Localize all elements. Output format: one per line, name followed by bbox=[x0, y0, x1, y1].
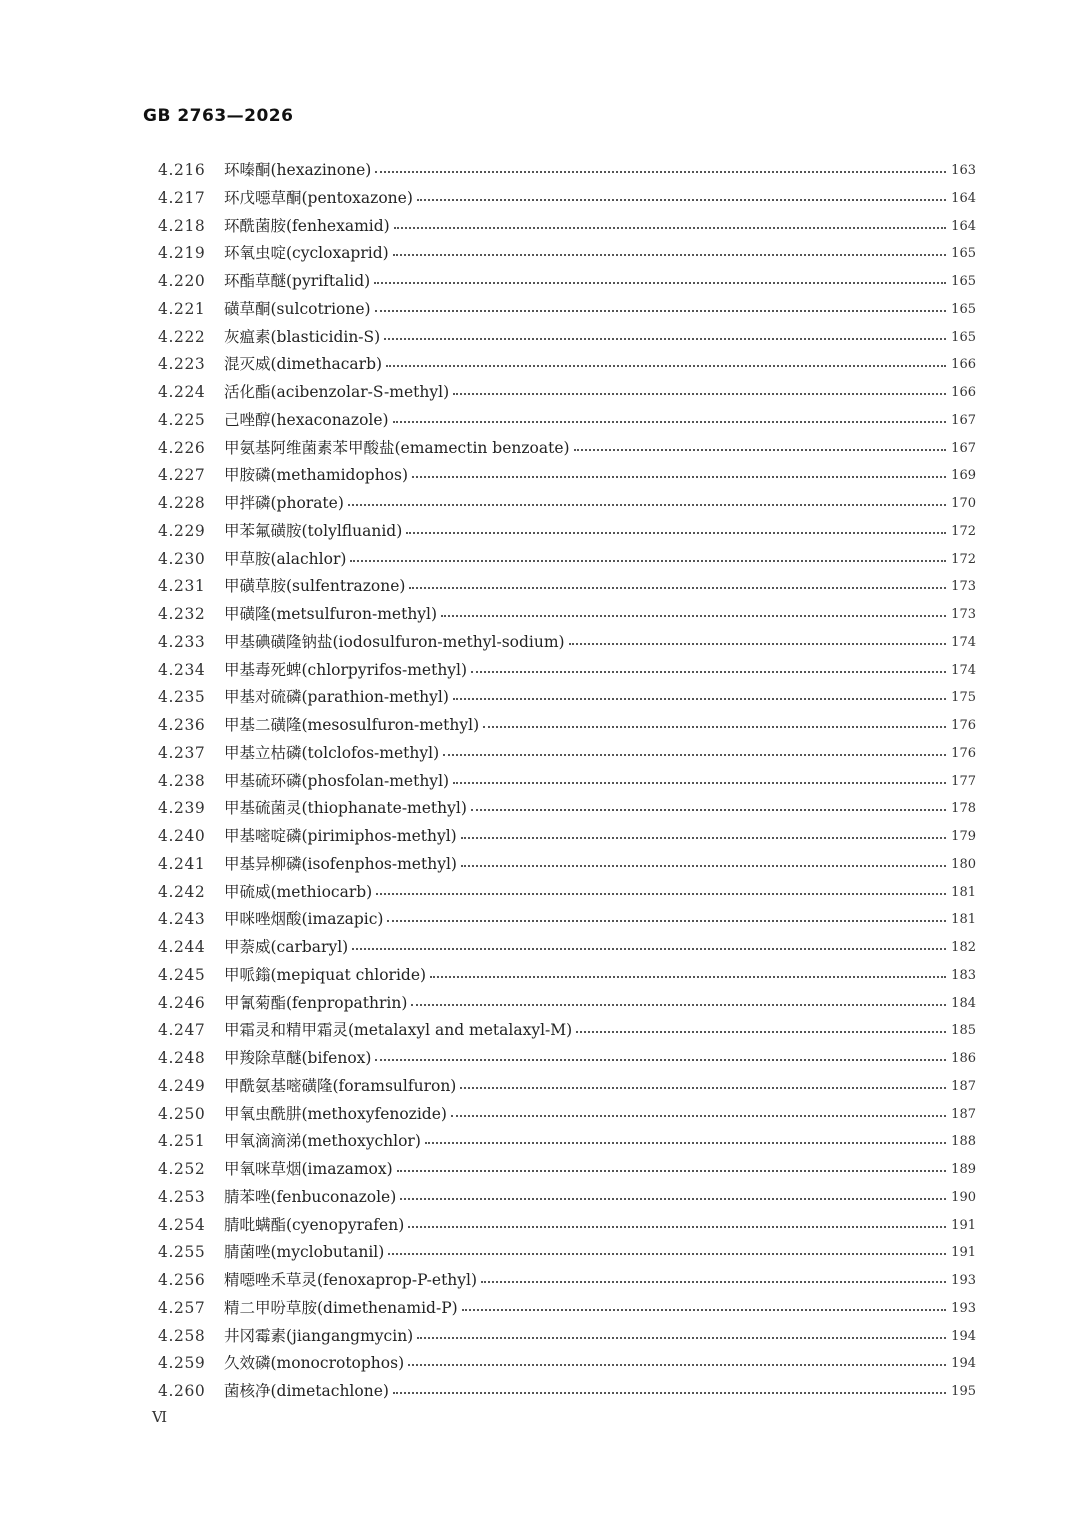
toc-entry[interactable] bbox=[0, 573, 1080, 601]
toc-entry[interactable] bbox=[0, 906, 1080, 934]
section-number: 4.234 bbox=[158, 660, 206, 679]
section-number: 4.243 bbox=[158, 910, 206, 929]
page-number: 194 bbox=[951, 1356, 976, 1372]
page-number: 164 bbox=[951, 218, 976, 234]
toc-entry[interactable] bbox=[0, 407, 1080, 435]
section-number: 4.244 bbox=[158, 938, 206, 956]
section-title: 甲基对硫磷(parathion-methyl) bbox=[224, 688, 449, 707]
page-number: 176 bbox=[951, 718, 976, 733]
toc-entry[interactable] bbox=[0, 1295, 1080, 1323]
entry-title-with-leader bbox=[224, 185, 946, 213]
toc-entry[interactable] bbox=[0, 1267, 1080, 1295]
page-number: 166 bbox=[951, 385, 976, 400]
dot-leader bbox=[443, 754, 946, 756]
section-number: 4.229 bbox=[158, 521, 206, 540]
section-number: 4.241 bbox=[158, 854, 206, 873]
section-title: 甲基异柳磷(isofenphos-methyl) bbox=[224, 854, 457, 873]
section-number: 4.227 bbox=[158, 466, 206, 485]
section-title: 甲基硫菌灵(thiophanate-methyl) bbox=[224, 799, 467, 818]
page-number: 172 bbox=[951, 551, 976, 567]
section-number: 4.220 bbox=[158, 272, 206, 290]
dot-leader bbox=[406, 532, 946, 534]
entry-title-with-leader bbox=[224, 1295, 946, 1323]
section-title: 甲拌磷(phorate) bbox=[224, 494, 344, 512]
dot-leader bbox=[408, 1226, 946, 1228]
entry-title-with-leader bbox=[224, 546, 946, 574]
dot-leader bbox=[408, 1364, 946, 1366]
entry-title-with-leader bbox=[224, 768, 946, 796]
section-number: 4.240 bbox=[158, 827, 206, 845]
section-title: 甲磺草胺(sulfentrazone) bbox=[224, 577, 406, 596]
section-title: 甲胺磷(methamidophos) bbox=[224, 466, 409, 485]
section-number: 4.242 bbox=[158, 882, 206, 901]
section-number: 4.252 bbox=[158, 1160, 206, 1178]
entry-title-with-leader bbox=[224, 684, 946, 712]
entry-title-with-leader bbox=[224, 1045, 946, 1073]
section-title: 甲苯氟磺胺(tolylfluanid) bbox=[224, 521, 403, 540]
dot-leader bbox=[374, 282, 946, 284]
page-number: 193 bbox=[951, 1273, 976, 1288]
dot-leader bbox=[393, 254, 946, 256]
toc-entry[interactable] bbox=[0, 268, 1080, 296]
section-number: 4.217 bbox=[158, 188, 206, 207]
entry-title-with-leader bbox=[224, 990, 946, 1018]
section-title: 甲氧滴滴涕(methoxychlor) bbox=[224, 1132, 421, 1151]
section-title: 甲基硫环磷(phosfolan-methyl) bbox=[224, 771, 450, 790]
dot-leader bbox=[574, 449, 946, 451]
page-number: 188 bbox=[951, 1134, 976, 1150]
page-number: 187 bbox=[951, 1106, 976, 1122]
section-title: 环氧虫啶(cycloxaprid) bbox=[224, 244, 389, 263]
section-number: 4.259 bbox=[158, 1354, 206, 1373]
entry-title-with-leader bbox=[224, 879, 946, 907]
section-number: 4.223 bbox=[158, 355, 206, 374]
dot-leader bbox=[569, 643, 946, 645]
section-number: 4.218 bbox=[158, 216, 206, 235]
section-number: 4.247 bbox=[158, 1021, 206, 1040]
section-number: 4.221 bbox=[158, 299, 206, 318]
section-number: 4.245 bbox=[158, 965, 206, 984]
toc-entry[interactable] bbox=[0, 240, 1080, 268]
section-title: 己唑醇(hexaconazole) bbox=[224, 410, 389, 429]
toc-entry[interactable] bbox=[0, 712, 1080, 740]
toc-entry[interactable] bbox=[0, 490, 1080, 518]
entry-title-with-leader bbox=[224, 1239, 946, 1267]
dot-leader bbox=[376, 893, 946, 895]
entry-title-with-leader bbox=[224, 851, 946, 879]
entry-title-with-leader bbox=[224, 906, 946, 934]
dot-leader bbox=[393, 421, 946, 423]
dot-leader bbox=[412, 476, 946, 478]
section-title: 甲硫威(methiocarb) bbox=[224, 882, 373, 901]
dot-leader bbox=[409, 587, 946, 589]
page-number: 169 bbox=[951, 468, 976, 484]
dot-leader bbox=[460, 1087, 946, 1089]
entry-title-with-leader bbox=[224, 407, 946, 435]
dot-leader bbox=[471, 671, 946, 673]
section-number: 4.222 bbox=[158, 327, 206, 346]
toc-entry[interactable] bbox=[0, 1378, 1080, 1406]
section-number: 4.237 bbox=[158, 743, 206, 762]
page-number: 167 bbox=[951, 440, 976, 456]
toc-entry[interactable] bbox=[0, 296, 1080, 324]
toc-entry[interactable] bbox=[0, 1101, 1080, 1129]
page-number: 176 bbox=[951, 745, 976, 761]
section-number: 4.230 bbox=[158, 549, 206, 568]
toc-entry[interactable] bbox=[0, 768, 1080, 796]
page-number: 184 bbox=[951, 995, 976, 1011]
section-title: 甲草胺(alachlor) bbox=[224, 549, 347, 568]
dot-leader bbox=[411, 1004, 946, 1006]
dot-leader bbox=[441, 615, 946, 617]
entry-title-with-leader bbox=[224, 351, 946, 379]
page-number: 186 bbox=[951, 1051, 976, 1066]
toc-entry[interactable] bbox=[0, 823, 1080, 851]
page-number: 174 bbox=[951, 662, 976, 678]
section-number: 4.255 bbox=[158, 1243, 206, 1262]
dot-leader bbox=[393, 1392, 946, 1394]
toc-entry[interactable] bbox=[0, 629, 1080, 657]
dot-leader bbox=[417, 1337, 946, 1339]
page-number: 185 bbox=[951, 1023, 976, 1039]
entry-title-with-leader bbox=[224, 795, 946, 823]
toc-entry[interactable] bbox=[0, 1184, 1080, 1212]
section-title: 腈吡螨酯(cyenopyrafen) bbox=[224, 1215, 405, 1234]
section-number: 4.225 bbox=[158, 410, 206, 429]
dot-leader bbox=[471, 809, 946, 811]
page-number: 191 bbox=[951, 1245, 976, 1261]
dot-leader bbox=[461, 865, 946, 867]
dot-leader bbox=[576, 1031, 946, 1033]
dot-leader bbox=[430, 976, 946, 978]
section-number: 4.235 bbox=[158, 688, 206, 707]
entry-title-with-leader bbox=[224, 213, 946, 241]
page-number: 165 bbox=[951, 329, 976, 345]
entry-title-with-leader bbox=[224, 157, 946, 185]
entry-title-with-leader bbox=[224, 712, 946, 740]
section-number: 4.254 bbox=[158, 1215, 206, 1234]
section-title: 精噁唑禾草灵(fenoxaprop-P-ethyl) bbox=[224, 1271, 478, 1289]
section-number: 4.256 bbox=[158, 1271, 206, 1289]
section-title: 混灭威(dimethacarb) bbox=[224, 355, 383, 374]
section-title: 井冈霉素(jiangangmycin) bbox=[224, 1326, 414, 1345]
section-number: 4.232 bbox=[158, 605, 206, 623]
dot-leader bbox=[453, 698, 946, 700]
dot-leader bbox=[483, 726, 946, 728]
section-number: 4.238 bbox=[158, 771, 206, 790]
section-title: 甲磺隆(metsulfuron-methyl) bbox=[224, 605, 438, 623]
section-title: 菌核净(dimetachlone) bbox=[224, 1382, 389, 1400]
page-number: 163 bbox=[951, 163, 976, 178]
dot-leader bbox=[461, 837, 946, 839]
dot-leader bbox=[417, 199, 946, 201]
page-number: 170 bbox=[951, 496, 976, 511]
section-number: 4.226 bbox=[158, 438, 206, 457]
section-number: 4.219 bbox=[158, 244, 206, 263]
dot-leader bbox=[451, 1115, 946, 1117]
entry-title-with-leader bbox=[224, 1212, 946, 1240]
section-number: 4.228 bbox=[158, 494, 206, 512]
section-number: 4.239 bbox=[158, 799, 206, 818]
section-title: 磺草酮(sulcotrione) bbox=[224, 299, 371, 318]
entry-title-with-leader bbox=[224, 296, 946, 324]
section-title: 甲氧虫酰肼(methoxyfenozide) bbox=[224, 1104, 447, 1123]
section-number: 4.246 bbox=[158, 993, 206, 1012]
toc-entry[interactable] bbox=[0, 990, 1080, 1018]
page-number-footer: Ⅵ bbox=[152, 1408, 168, 1426]
entry-title-with-leader bbox=[224, 518, 946, 546]
section-title: 精二甲吩草胺(dimethenamid-P) bbox=[224, 1298, 458, 1317]
toc-entry[interactable] bbox=[0, 740, 1080, 768]
section-number: 4.260 bbox=[158, 1382, 206, 1400]
section-title: 甲萘威(carbaryl) bbox=[224, 938, 349, 956]
entry-title-with-leader bbox=[224, 1350, 946, 1378]
entry-title-with-leader bbox=[224, 462, 946, 490]
section-title: 甲氰菊酯(fenpropathrin) bbox=[224, 993, 408, 1012]
toc-entry[interactable] bbox=[0, 462, 1080, 490]
section-title: 甲基毒死蜱(chlorpyrifos-methyl) bbox=[224, 660, 468, 679]
dot-leader bbox=[387, 920, 946, 922]
section-title: 甲氧咪草烟(imazamox) bbox=[224, 1160, 393, 1178]
page-number: 175 bbox=[951, 690, 976, 706]
entry-title-with-leader bbox=[224, 324, 946, 352]
section-title: 甲基立枯磷(tolclofos-methyl) bbox=[224, 743, 440, 762]
page-number: 193 bbox=[951, 1300, 976, 1316]
page-number: 164 bbox=[951, 190, 976, 206]
dot-leader bbox=[453, 393, 946, 395]
section-title: 甲咪唑烟酸(imazapic) bbox=[224, 910, 384, 929]
page-number: 187 bbox=[951, 1078, 976, 1094]
section-title: 环酰菌胺(fenhexamid) bbox=[224, 216, 390, 235]
page-number: 165 bbox=[951, 301, 976, 317]
section-title: 甲羧除草醚(bifenox) bbox=[224, 1049, 372, 1067]
entry-title-with-leader bbox=[224, 268, 946, 296]
page-number: 172 bbox=[951, 523, 976, 539]
dot-leader bbox=[350, 560, 946, 562]
toc-entry[interactable] bbox=[0, 851, 1080, 879]
toc-entry[interactable] bbox=[0, 1323, 1080, 1351]
entry-title-with-leader bbox=[224, 1073, 946, 1101]
toc-entry[interactable] bbox=[0, 157, 1080, 185]
entry-title-with-leader bbox=[224, 657, 946, 685]
page-number: 194 bbox=[951, 1328, 976, 1344]
dot-leader bbox=[375, 1059, 946, 1061]
section-title: 甲酰氨基嘧磺隆(foramsulfuron) bbox=[224, 1076, 457, 1095]
section-title: 灰瘟素(blasticidin-S) bbox=[224, 327, 381, 346]
entry-title-with-leader bbox=[224, 435, 946, 463]
page-number: 166 bbox=[951, 357, 976, 373]
section-number: 4.250 bbox=[158, 1104, 206, 1123]
toc-entry[interactable] bbox=[0, 213, 1080, 241]
toc-entry[interactable] bbox=[0, 795, 1080, 823]
dot-leader bbox=[384, 338, 946, 340]
entry-title-with-leader bbox=[224, 1156, 946, 1184]
toc-entry[interactable] bbox=[0, 1350, 1080, 1378]
toc-entry[interactable] bbox=[0, 1045, 1080, 1073]
section-number: 4.251 bbox=[158, 1132, 206, 1151]
toc-entry[interactable] bbox=[0, 879, 1080, 907]
section-title: 甲霜灵和精甲霜灵(metalaxyl and metalaxyl-M) bbox=[224, 1021, 573, 1040]
page-number: 167 bbox=[951, 412, 976, 428]
dot-leader bbox=[386, 365, 946, 367]
section-title: 甲基碘磺隆钠盐(iodosulfuron-methyl-sodium) bbox=[224, 632, 565, 651]
section-number: 4.236 bbox=[158, 716, 206, 734]
section-number: 4.233 bbox=[158, 632, 206, 651]
toc-entry[interactable] bbox=[0, 684, 1080, 712]
section-number: 4.248 bbox=[158, 1049, 206, 1067]
entry-title-with-leader bbox=[224, 962, 946, 990]
section-title: 环戊噁草酮(pentoxazone) bbox=[224, 188, 413, 207]
dot-leader bbox=[462, 1309, 946, 1311]
page-number: 191 bbox=[951, 1217, 976, 1233]
dot-leader bbox=[481, 1281, 946, 1283]
toc-entry[interactable] bbox=[0, 379, 1080, 407]
toc-entry[interactable] bbox=[0, 934, 1080, 962]
section-title: 腈菌唑(myclobutanil) bbox=[224, 1243, 385, 1262]
toc-entry[interactable] bbox=[0, 1212, 1080, 1240]
page-number: 182 bbox=[951, 940, 976, 955]
page-number: 165 bbox=[951, 274, 976, 289]
dot-leader bbox=[375, 171, 946, 173]
entry-title-with-leader bbox=[224, 240, 946, 268]
entry-title-with-leader bbox=[224, 1378, 946, 1406]
section-title: 环嗪酮(hexazinone) bbox=[224, 161, 372, 179]
toc-entry[interactable] bbox=[0, 1017, 1080, 1045]
dot-leader bbox=[425, 1142, 946, 1144]
section-title: 腈苯唑(fenbuconazole) bbox=[224, 1187, 397, 1206]
dot-leader bbox=[352, 948, 946, 950]
entry-title-with-leader bbox=[224, 934, 946, 962]
entry-title-with-leader bbox=[224, 379, 946, 407]
section-title: 活化酯(acibenzolar-S-methyl) bbox=[224, 383, 450, 401]
section-title: 甲基嘧啶磷(pirimiphos-methyl) bbox=[224, 827, 457, 845]
section-number: 4.231 bbox=[158, 577, 206, 596]
toc-entry[interactable] bbox=[0, 185, 1080, 213]
toc-entry[interactable] bbox=[0, 1073, 1080, 1101]
dot-leader bbox=[453, 782, 946, 784]
page-number: 183 bbox=[951, 967, 976, 983]
table-of-contents bbox=[0, 157, 1080, 1406]
page-number: 177 bbox=[951, 773, 976, 789]
page-number: 173 bbox=[951, 579, 976, 595]
entry-title-with-leader bbox=[224, 1017, 946, 1045]
document-code-header: GB 2763—2026 bbox=[143, 106, 294, 126]
entry-title-with-leader bbox=[224, 1323, 946, 1351]
toc-entry[interactable] bbox=[0, 546, 1080, 574]
entry-title-with-leader bbox=[224, 629, 946, 657]
section-title: 甲哌鎓(mepiquat chloride) bbox=[224, 965, 427, 984]
toc-entry[interactable] bbox=[0, 351, 1080, 379]
section-number: 4.216 bbox=[158, 161, 206, 179]
page-number: 190 bbox=[951, 1189, 976, 1205]
page-number: 178 bbox=[951, 801, 976, 817]
toc-entry[interactable] bbox=[0, 962, 1080, 990]
entry-title-with-leader bbox=[224, 740, 946, 768]
section-number: 4.253 bbox=[158, 1187, 206, 1206]
page-number: 165 bbox=[951, 246, 976, 262]
section-title: 甲基二磺隆(mesosulfuron-methyl) bbox=[224, 716, 480, 734]
toc-entry[interactable] bbox=[0, 1128, 1080, 1156]
section-number: 4.257 bbox=[158, 1298, 206, 1317]
toc-entry[interactable] bbox=[0, 601, 1080, 629]
toc-entry[interactable] bbox=[0, 1239, 1080, 1267]
section-number: 4.249 bbox=[158, 1076, 206, 1095]
page-number: 174 bbox=[951, 634, 976, 650]
entry-title-with-leader bbox=[224, 1128, 946, 1156]
entry-title-with-leader bbox=[224, 1101, 946, 1129]
toc-entry[interactable] bbox=[0, 324, 1080, 352]
section-number: 4.224 bbox=[158, 383, 206, 401]
entry-title-with-leader bbox=[224, 573, 946, 601]
dot-leader bbox=[394, 227, 946, 229]
section-title: 甲氨基阿维菌素苯甲酸盐(emamectin benzoate) bbox=[224, 438, 570, 457]
page-number: 173 bbox=[951, 607, 976, 622]
section-number: 4.258 bbox=[158, 1326, 206, 1345]
section-title: 久效磷(monocrotophos) bbox=[224, 1354, 405, 1373]
entry-title-with-leader bbox=[224, 490, 946, 518]
page-number: 181 bbox=[951, 912, 976, 928]
dot-leader bbox=[375, 310, 946, 312]
section-title: 环酯草醚(pyriftalid) bbox=[224, 272, 371, 290]
page-number: 189 bbox=[951, 1162, 976, 1177]
page-number: 180 bbox=[951, 856, 976, 872]
dot-leader bbox=[348, 504, 946, 506]
entry-title-with-leader bbox=[224, 1267, 946, 1295]
toc-entry[interactable] bbox=[0, 518, 1080, 546]
page-number: 181 bbox=[951, 884, 976, 900]
page-number: 179 bbox=[951, 829, 976, 844]
toc-entry[interactable] bbox=[0, 1156, 1080, 1184]
toc-entry[interactable] bbox=[0, 435, 1080, 463]
dot-leader bbox=[397, 1170, 946, 1172]
entry-title-with-leader bbox=[224, 601, 946, 629]
page-number: 195 bbox=[951, 1384, 976, 1399]
dot-leader bbox=[400, 1198, 946, 1200]
dot-leader bbox=[388, 1253, 946, 1255]
entry-title-with-leader bbox=[224, 823, 946, 851]
entry-title-with-leader bbox=[224, 1184, 946, 1212]
toc-entry[interactable] bbox=[0, 657, 1080, 685]
